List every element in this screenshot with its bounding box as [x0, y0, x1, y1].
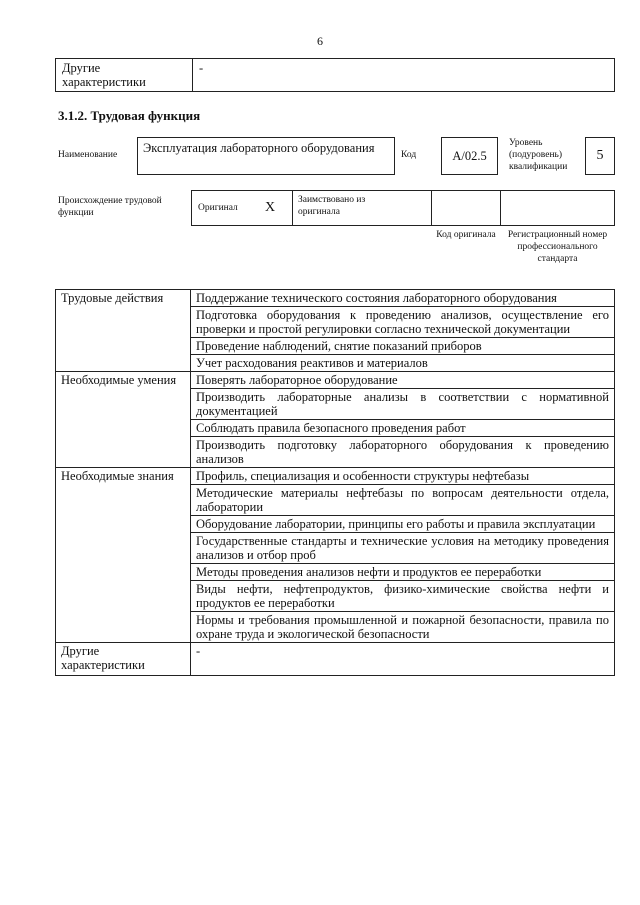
reg-number-box	[500, 190, 615, 226]
name-label: Наименование	[58, 150, 118, 160]
table-cell: Соблюдать правила безопасного проведения работ	[191, 420, 615, 437]
category-knowledge: Необходимые знания	[56, 468, 191, 643]
table-cell: Оборудование лаборатории, принципы его работы и правила эксплуатации	[191, 516, 615, 533]
table-row	[56, 643, 615, 676]
other-characteristics-value: -	[193, 59, 615, 92]
table-cell: Методы проведения анализов нефти и продуктов ее переработки	[191, 564, 615, 581]
level-label: Уровень (подуровень) квалификации	[509, 138, 568, 172]
table-cell: Поверять лабораторное оборудование	[191, 372, 615, 389]
table-cell: Производить подготовку лабораторного оборудования к проведению анализов	[191, 437, 615, 468]
table-cell: Нормы и требования промышленной и пожарной безопасности, правила по охране труда и экологической безопасности	[191, 612, 615, 643]
level-box: 5	[585, 137, 615, 175]
table-cell: Поддержание технического состояния лабораторного оборудования	[191, 290, 615, 307]
original-code-caption: Код оригинала	[436, 230, 496, 240]
borrowed-label: Заимствовано из оригинала	[298, 195, 366, 217]
table-row	[56, 290, 615, 307]
section-title: 3.1.2. Трудовая функция	[58, 108, 201, 123]
original-code-box	[431, 190, 501, 226]
table-cell: Государственные стандарты и технические условия на методику проведения анализов и отбор проб	[191, 533, 615, 564]
table-cell: Проведение наблюдений, снятие показаний приборов	[191, 338, 615, 355]
table-cell: Подготовка оборудования к проведению анализов, осуществление его проверки и простой регулировки согласно технической документации	[191, 307, 615, 338]
function-name-box: Эксплуатация лабораторного оборудования	[137, 137, 395, 175]
table-row	[56, 468, 615, 485]
other-characteristics-label: Другие характеристики	[56, 59, 193, 92]
original-mark: X	[265, 200, 276, 215]
reg-number-caption: Регистрационный номер профессионального стандарта	[507, 230, 608, 264]
top-other-table	[55, 58, 615, 92]
original-box	[191, 190, 293, 226]
origin-label: Происхождение трудовой функции	[58, 196, 162, 218]
labor-function-table	[55, 289, 615, 676]
category-labor-actions: Трудовые действия	[56, 290, 191, 372]
table-cell: Учет расходования реактивов и материалов	[191, 355, 615, 372]
original-label: Оригинал	[198, 203, 238, 213]
code-label: Код	[401, 150, 417, 160]
page-number: 6	[317, 34, 323, 48]
category-skills: Необходимые умения	[56, 372, 191, 468]
table-cell: Профиль, специализация и особенности структуры нефтебазы	[191, 468, 615, 485]
category-other: Другие характеристики	[56, 643, 191, 676]
table-row	[56, 372, 615, 389]
table-cell: -	[191, 643, 615, 676]
table-cell: Виды нефти, нефтепродуктов, физико-химические свойства нефти и продуктов ее переработки	[191, 581, 615, 612]
borrowed-box	[292, 190, 432, 226]
table-cell: Методические материалы нефтебазы по вопросам деятельности отдела, лаборатории	[191, 485, 615, 516]
table-cell: Производить лабораторные анализы в соответствии с нормативной документацией	[191, 389, 615, 420]
code-box: A/02.5	[441, 137, 498, 175]
